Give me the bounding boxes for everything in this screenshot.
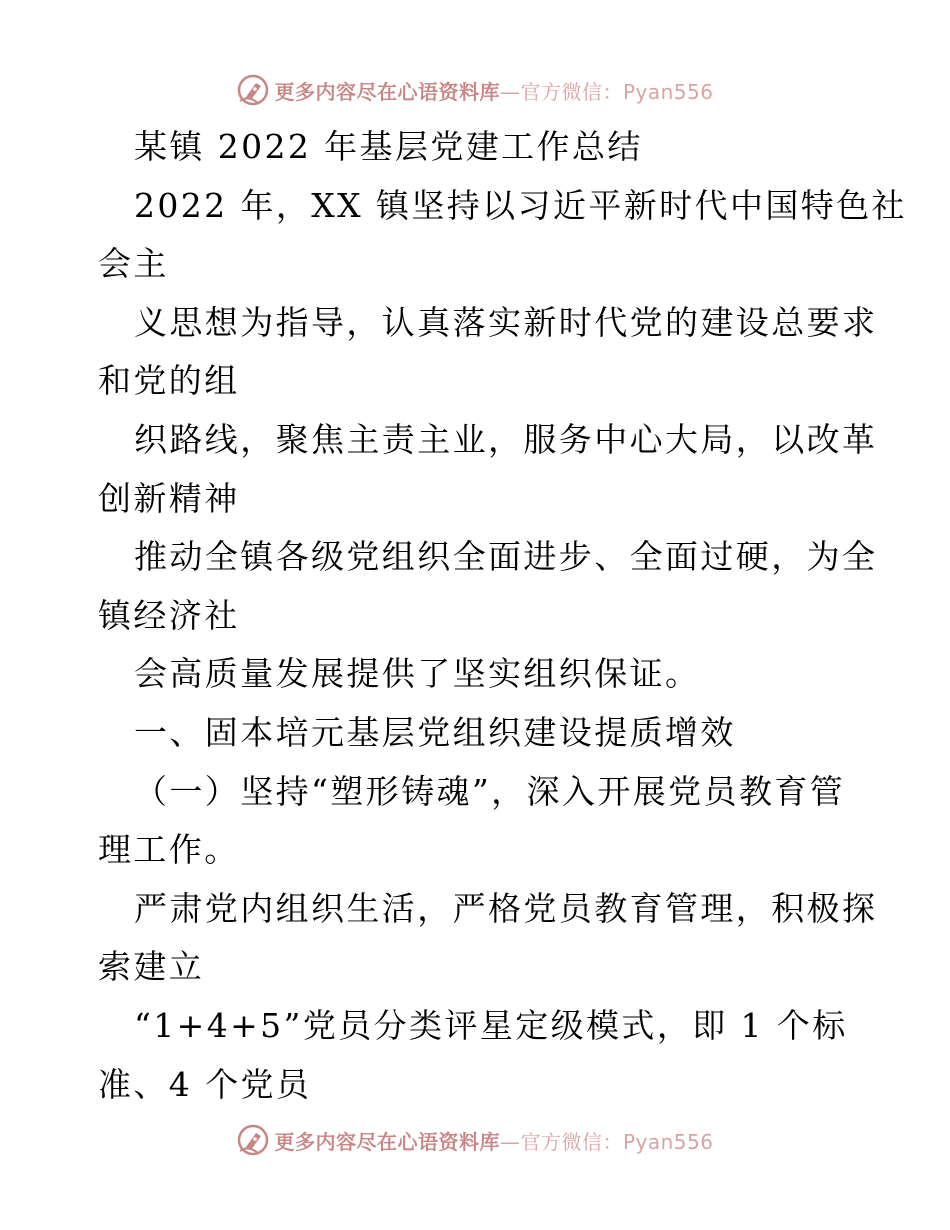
text-line: 创新精神 <box>98 478 240 518</box>
text-line: 和党的组 <box>98 361 240 401</box>
watermark-contact: —官方微信：Pyan556 <box>499 1129 714 1154</box>
pen-nib-logo-icon <box>236 1123 270 1157</box>
text-line: 一、固本培元基层党组织建设提质增效 <box>134 712 736 752</box>
text-line: 义思想为指导，认真落实新时代党的建设总要求 <box>134 302 878 342</box>
text-line: 2022 年，XX 镇坚持以习近平新时代中国特色社 <box>134 185 907 225</box>
text-line: 索建立 <box>98 947 205 987</box>
text-line: “1+4+5”党员分类评星定级模式，即 1 个标 <box>134 1005 848 1045</box>
text-line: （一）坚持“塑形铸魂”，深入开展党员教育管 <box>134 771 846 811</box>
text-line: 会主 <box>98 244 169 284</box>
pen-nib-logo-icon <box>236 73 270 107</box>
text-line: 某镇 2022 年基层党建工作总结 <box>134 127 643 166</box>
watermark-footer <box>0 1120 950 1160</box>
text-line: 严肃党内组织生活，严格党员教育管理，积极探 <box>134 888 878 928</box>
text-line: 织路线，聚焦主责主业，服务中心大局，以改革 <box>134 419 878 459</box>
watermark-contact: —官方微信：Pyan556 <box>499 79 714 104</box>
text-line: 会高质量发展提供了坚实组织保证。 <box>134 654 701 694</box>
document-body <box>98 118 907 1114</box>
text-line: 准、4 个党员 <box>98 1064 312 1104</box>
watermark-text <box>274 76 713 105</box>
watermark-header <box>0 70 950 110</box>
watermark-brand: 更多内容尽在心语资料库 <box>274 79 500 104</box>
watermark-text <box>274 1126 713 1155</box>
text-line: 推动全镇各级党组织全面进步、全面过硬，为全 <box>134 537 878 577</box>
text-line: 镇经济社 <box>98 595 240 635</box>
text-line: 理工作。 <box>98 830 240 870</box>
watermark-brand: 更多内容尽在心语资料库 <box>274 1129 500 1154</box>
